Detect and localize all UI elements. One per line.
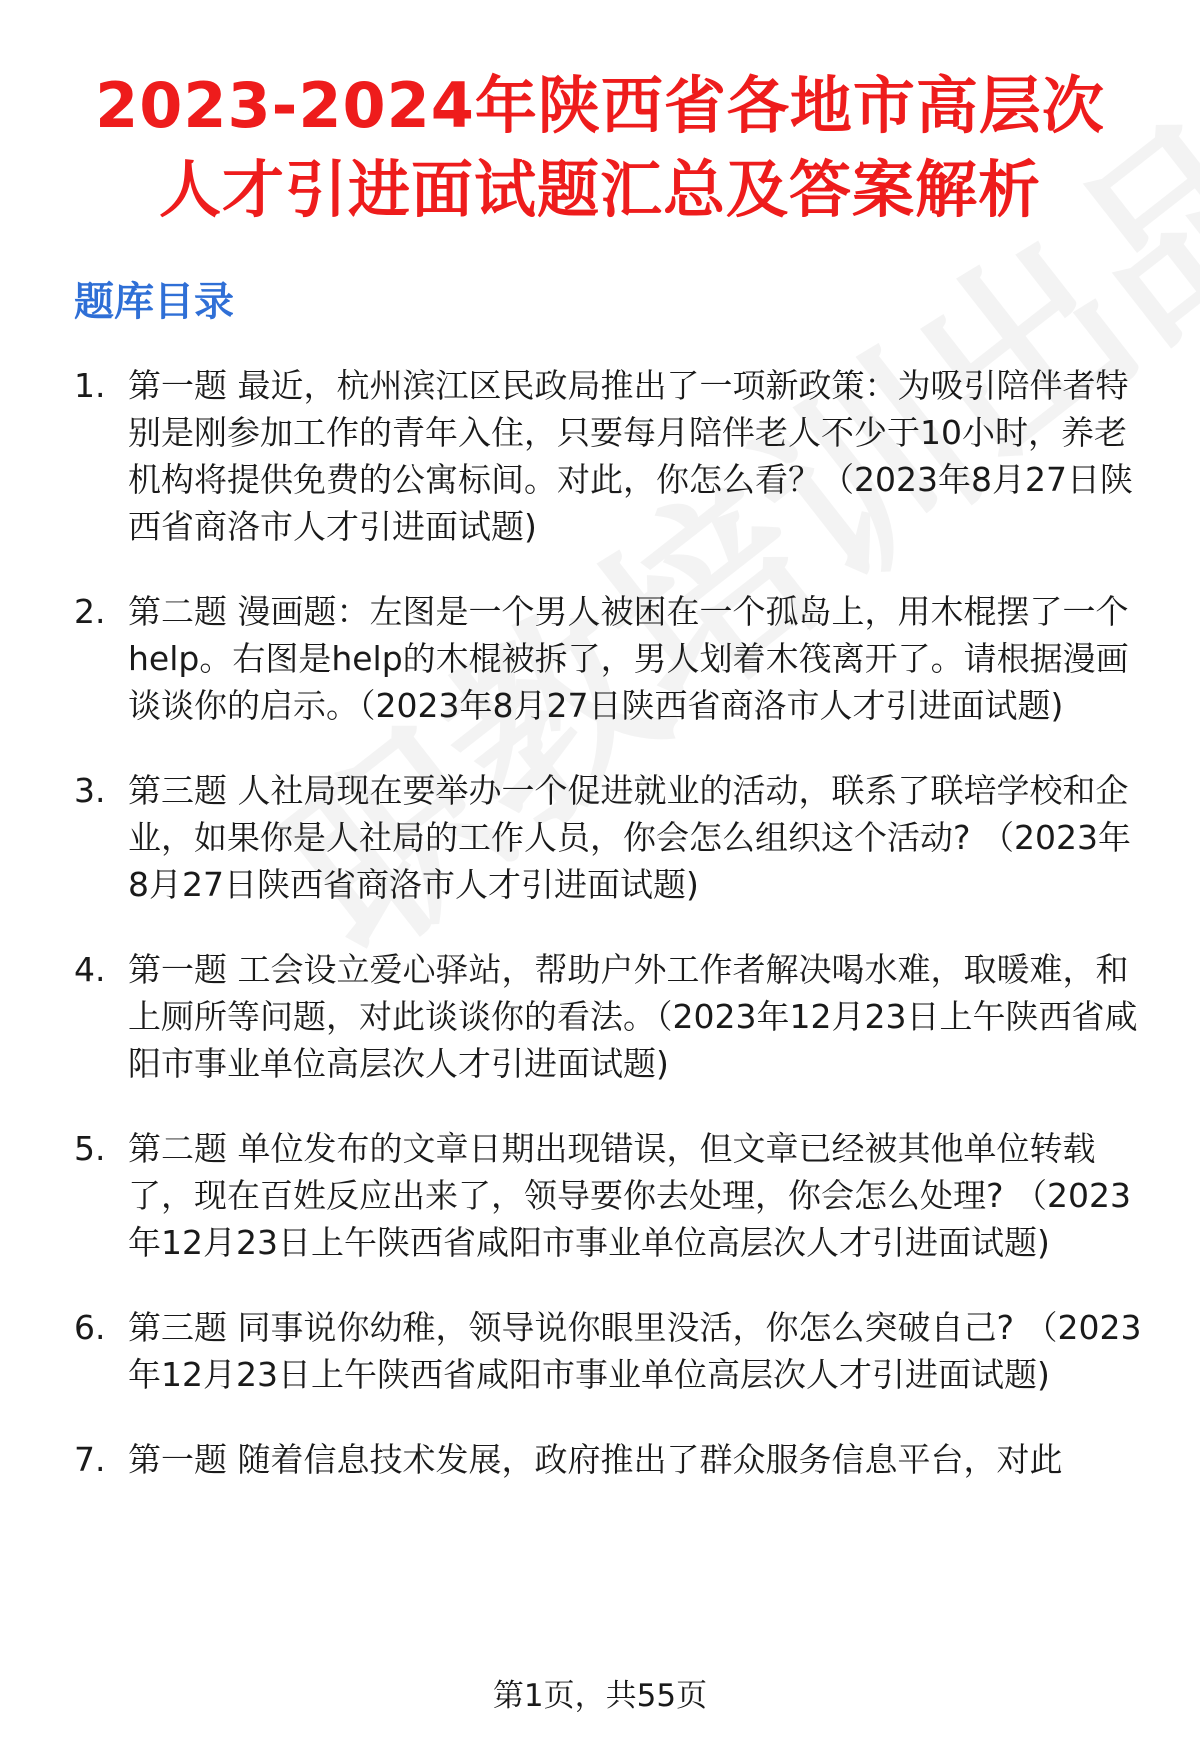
toc-item-text: 第二题 漫画题：左图是一个男人被困在一个孤岛上，用木棍摆了一个help。右图是help的木棍被拆了，男人划着木筏离开了。请根据漫画谈谈你的启示。（2023年8月27日陕西省商洛市人才引进面试题): [128, 592, 1129, 725]
toc-heading: 题库目录: [74, 279, 234, 325]
toc-item-text: 第二题 单位发布的文章日期出现错误，但文章已经被其他单位转载了，现在百姓反应出来了，领导要你去处理，你会怎么处理? （2023年12月23日上午陕西省咸阳市事业单位高层次人才引进面试题): [128, 1129, 1131, 1262]
toc-item-text: 第一题 最近，杭州滨江区民政局推出了一项新政策：为吸引陪伴者特别是刚参加工作的青年入住，只要每月陪伴老人不少于10小时，养老机构将提供免费的公寓标间。对此，你怎么看？（2023年8月27日陕西省商洛市人才引进面试题): [128, 366, 1133, 546]
toc-item-text: 第三题 人社局现在要举办一个促进就业的活动，联系了联培学校和企业，如果你是人社局的工作人员，你会怎么组织这个活动? （2023年8月27日陕西省商洛市人才引进面试题): [128, 771, 1131, 904]
toc-item[interactable]: [0, 588, 1200, 729]
toc-item[interactable]: [0, 946, 1200, 1087]
toc-item-number: 7.: [74, 1440, 106, 1479]
toc-item-number: 6.: [74, 1308, 106, 1347]
toc-item-number: 5.: [74, 1129, 106, 1168]
toc-item-text: 第一题 工会设立爱心驿站，帮助户外工作者解决喝水难，取暖难，和上厕所等问题，对此谈谈你的看法。（2023年12月23日上午陕西省咸阳市事业单位高层次人才引进面试题): [128, 950, 1138, 1083]
toc-item-number: 4.: [74, 950, 106, 989]
toc-item[interactable]: [0, 362, 1200, 550]
toc-item-number: 1.: [74, 366, 106, 405]
toc-list: [0, 362, 1200, 1521]
title-line-2: 人才引进面试题汇总及答案解析: [158, 153, 1041, 226]
toc-item[interactable]: [0, 1436, 1200, 1483]
toc-item[interactable]: [0, 1304, 1200, 1398]
page-footer: 第1页，共55页: [492, 1678, 708, 1714]
toc-item[interactable]: [0, 767, 1200, 908]
toc-item-number: 3.: [74, 771, 106, 810]
toc-item-text: 第一题 随着信息技术发展，政府推出了群众服务信息平台，对此: [128, 1440, 1063, 1479]
toc-item[interactable]: [0, 1125, 1200, 1266]
document-title: [0, 0, 1200, 232]
toc-item-text: 第三题 同事说你幼稚，领导说你眼里没活，你怎么突破自己? （2023年12月23日上午陕西省咸阳市事业单位高层次人才引进面试题): [128, 1308, 1142, 1394]
title-line-1: 2023-2024年陕西省各地市高层次: [95, 69, 1105, 142]
toc-item-number: 2.: [74, 592, 106, 631]
